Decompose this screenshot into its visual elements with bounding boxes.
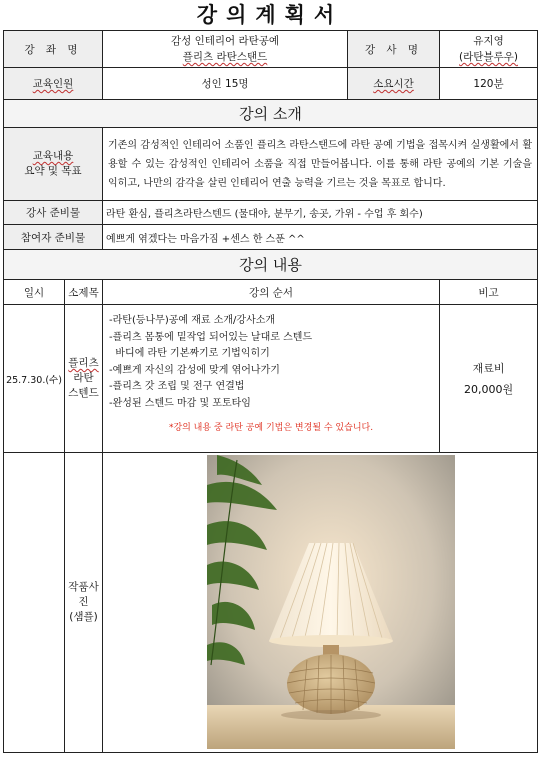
rattan-lamp-photo bbox=[207, 455, 455, 749]
header-date: 일시 bbox=[4, 280, 65, 305]
header-remark: 비고 bbox=[440, 280, 538, 305]
subject-line2: 라탄 스텐드 bbox=[68, 372, 99, 399]
participant-prep-label: 참여자 준비물 bbox=[4, 225, 103, 250]
duration-value: 120분 bbox=[440, 68, 538, 100]
photo-label-line2: (샘플) bbox=[69, 611, 98, 623]
subject-line1: 플리츠 bbox=[68, 357, 99, 369]
session-date: 25.7.30.(수) bbox=[4, 305, 65, 453]
summary-label-line2: 요약 및 목표 bbox=[24, 165, 82, 177]
summary-label-cell bbox=[4, 128, 103, 201]
target-value: 성인 15명 bbox=[103, 68, 348, 100]
instructor-name: 유지영 bbox=[473, 35, 504, 47]
intro-heading: 강의 소개 bbox=[4, 100, 538, 128]
step-1: -라탄(등나무)공예 재료 소개/강사소개 bbox=[109, 315, 276, 326]
course-name-label: 강 좌 명 bbox=[4, 31, 103, 68]
instructor-cell bbox=[440, 31, 538, 68]
step-6: -완성된 스텐드 마감 및 포토타임 bbox=[109, 397, 251, 409]
content-heading: 강의 내용 bbox=[4, 250, 538, 280]
course-name-cell bbox=[103, 31, 348, 68]
course-name-line1: 감성 인테리어 라탄공예 bbox=[170, 35, 280, 47]
photo-label-line1: 작품사진 bbox=[68, 581, 99, 608]
step-4: -예쁘게 자신의 감성에 맞게 엮어나가기 bbox=[109, 364, 280, 376]
step-3: 바디에 라탄 기본짜기로 기법익히기 bbox=[109, 348, 270, 359]
steps-note: *강의 내용 중 라탄 공예 기법은 변경될 수 있습니다. bbox=[168, 423, 374, 433]
summary-label-line1: 교육내용 bbox=[32, 150, 74, 162]
photo-label-cell bbox=[65, 453, 103, 753]
session-subject bbox=[65, 305, 103, 453]
remark-line2: 20,000원 bbox=[463, 382, 514, 396]
session-remark bbox=[440, 305, 538, 453]
photo-date-cell bbox=[4, 453, 65, 753]
duration-label: 소요시간 bbox=[348, 68, 440, 100]
header-steps: 강의 순서 bbox=[103, 280, 440, 305]
session-steps bbox=[103, 305, 440, 453]
target-label: 교육인원 bbox=[4, 68, 103, 100]
step-5: -플리츠 갓 조립 및 전구 연결법 bbox=[109, 381, 245, 392]
step-2: -플리츠 몸통에 밑작업 되어있는 날대로 스텐드 bbox=[109, 331, 313, 343]
header-subject: 소제목 bbox=[65, 280, 103, 305]
instructor-org: (라탄블루우) bbox=[459, 51, 518, 63]
participant-prep-text: 예쁘게 엮겠다는 마음가짐 +센스 한 스푼 ^^ bbox=[103, 225, 538, 250]
instructor-prep-text: 라탄 환심, 플리츠라탄스텐드 (물대야, 분무기, 송곳, 가위 - 수업 후 회수) bbox=[103, 201, 538, 225]
lecture-plan-table bbox=[3, 30, 538, 753]
instructor-label: 강 사 명 bbox=[348, 31, 440, 68]
summary-text: 기존의 감성적인 인테리어 소품인 플리츠 라탄스탠드에 라탄 공예 기법을 접목시켜 실생활에서 활용할 수 있는 감성적인 인테리어 소품을 직접 만들어봅니다. 이를 통해 라탄 공예의 기본 기술을 익히고, 나만의 감각을 살린 인테리어 연출 능력을 기르는 것을 목표로 합니다. bbox=[103, 128, 538, 201]
document-title: 강의계획서 bbox=[196, 3, 344, 27]
course-name-line2: 플리츠 라탄스탠드 bbox=[182, 51, 268, 63]
photo-cell bbox=[103, 453, 538, 753]
instructor-prep-label: 강사 준비물 bbox=[4, 201, 103, 225]
remark-line1: 재료비 bbox=[472, 361, 505, 375]
